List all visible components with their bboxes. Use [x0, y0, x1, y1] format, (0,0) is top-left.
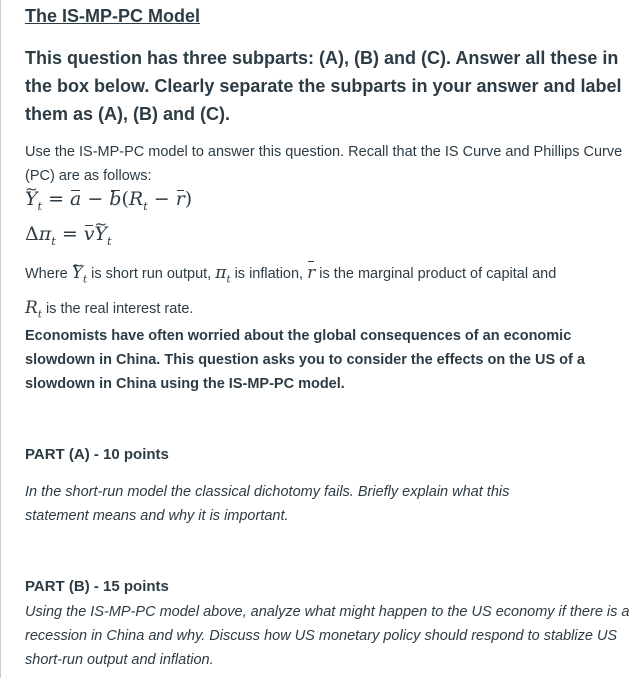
where-text-1: Where — [25, 266, 72, 282]
output-symbol: ~ $Y_t$ — [72, 263, 87, 283]
where-text-4: is the marginal product of capital and — [315, 266, 557, 282]
part-b-heading: PART (B) - 15 points — [25, 578, 169, 595]
part-a-line-1: In the short-run model the classical dichotomy fails. Briefly explain what this — [25, 484, 510, 500]
model-instructions: Use the IS-MP-PC model to answer this question. Recall that the IS Curve and Phillips Curve (PC) are as follows: — [25, 144, 623, 184]
part-a-prompt — [25, 480, 630, 528]
china-slowdown-context: Economists have often worried about the global consequences of an economic slowdown in China. This question asks you to consider the effects on the US of a slowdown in China using the IS-MP-PC model. — [25, 328, 585, 392]
part-b-prompt: Using the IS-MP-PC model above, analyze what might happen to the US economy if there is a recession in China and why. Discuss how US monetary policy should respond to stablize US short-run output and inflation. — [25, 604, 630, 668]
part-a-heading: PART (A) - 10 points — [25, 446, 169, 463]
is-curve-equation: ~ $Y_t = a - b(R_t - r)$ — [25, 188, 192, 213]
page-title: The IS-MP-PC Model — [25, 6, 200, 26]
where-text-5: is the real interest rate. — [41, 301, 194, 318]
where-text-2: is short run output, — [87, 266, 216, 282]
variable-definitions — [25, 259, 625, 330]
interest-rate-symbol: $R_t$ — [25, 298, 42, 321]
question-intro: This question has three subparts: (A), (B) and (C). Answer all these in the box below. Clearly separate the subparts in your answer and label them as (A), (B) and (C). — [25, 48, 622, 124]
phillips-curve-equation: $\Delta\pi_t$ = v~ $Y_t$ — [25, 223, 112, 248]
mpk-symbol: r — [307, 263, 315, 283]
where-text-3: is inflation, — [230, 266, 308, 282]
part-a-line-2: statement means and why it is important. — [25, 508, 289, 524]
inflation-symbol: $\pi_t$ — [215, 263, 231, 286]
